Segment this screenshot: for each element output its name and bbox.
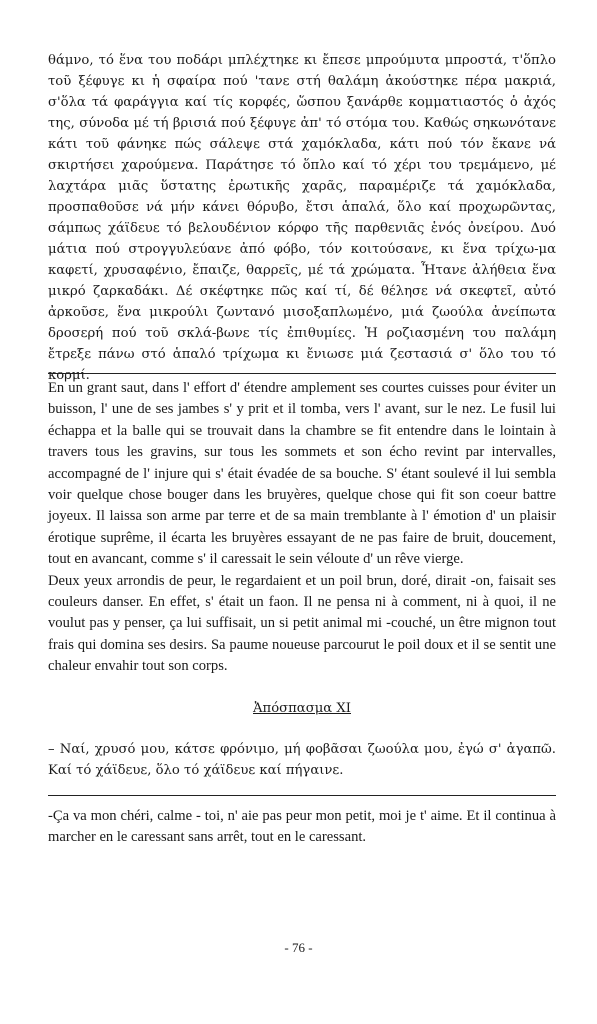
greek-passage-2: – Ναί, χρυσό μου, κάτσε φρόνιμο, μή φοβᾶσαι ζωούλα μου, ἐγώ σ' ἀγαπῶ. Καί τό χάϊδευε, ὅλο τό χάϊδευε καί πήγαινε. (48, 742, 556, 778)
section-divider-2 (48, 795, 556, 796)
greek-passage-1: θάμνο, τό ἕνα του ποδάρι μπλέχτηκε κι ἔπεσε μπρούμυτα μπροστά, τ'ὅπλο τοῦ ξέφυγε κι ἡ σφαίρα πού 'τανε στή θαλάμη ἀκούστηκε πέρα μακριά, σ'ὅλα τά φαράγγια καί τίς κορφές, ὥσπου ξανάρθε κομματιαστός ὁ ἀχός της, σύνοδα μέ τή βρισιά πού ξέφυγε ἀπ' τό στόμα του. Καθώς σηκωνότανε κάτι τοῦ φάνηκε πώς σάλεψε στά χαμόκλαδα, κάτι πού τόν ἔκανε νά σκιρτήσει χαρούμενα. Παράτησε τό ὅπλο καί τό χέρι του τρεμάμενο, μέ λαχτάρα μιᾶς ὕστατης ἐρωτικῆς χαρᾶς, παραμέριζε τά χαμόκλαδα, προσπαθοῦσε νά μήν κάνει θόρυβο, ἔτσι ἁπαλά, ὅλο καί προχωρῶντας, σάμπως χάϊδευε τό βελουδένιον κόρφο τῆς παρθενιᾶς ἑνός ὀνείρου. Δυό μάτια πού στρογγυλεύανε ἀπό φόβο, τόν κοιτούσανε, κι ἕνα τρίχω-μα καφετί, χρυσαφένιο, ἔπαιζε, θαρρεῖς, μέ τά χρώματα. Ἦτανε ἀλήθεια ἕνα μικρό ζαρκαδάκι. Δέ σκέφτηκε πῶς καί τί, δέ θέλησε νά σκεφτεῖ, αὐτό ἀρκοῦσε, ἕνα μικρούλι ζωντανό μισοξαπλωμένο, μιά ζωούλα ἀνείπωτα δροσερή πού τοῦ σκλά-βωνε τίς ἐπιθυμίες. Ἡ ροζιασμένη του παλάμη ἔτρεξε πάνω στό ἁπαλό τρίχωμα κι ἔνιωσε μιά ζεστασιά σ' ὅλο του τό κορμί. (48, 53, 556, 383)
french-paragraph-2: Deux yeux arrondis de peur, le regardaient et un poil brun, doré, dirait -on, faisait ses couleurs danser. En effet, s' était un faon. Il ne pensa ni à comment, ni à quoi, il ne voulut pas y penser, ça lui suffisait, un si petit animal mi -couché, un être mignon tout frais qui domina ses desirs. Sa paume noueuse parcourut le poil doux et il se sentit une chaleur envahir tout son corps. (48, 572, 556, 675)
section-heading: Ἀπόσπασμα XI (253, 701, 351, 716)
french-paragraph-1: En un grant saut, dans l' effort d' étendre amplement ses courtes cuisses pour éviter un buisson, l' une de ses jambes s' y prit et il tomba, vers l' avant, sur le nez. Le fusil lui échappa et la balle qui se trouvait dans la chambre se fit entendre dans le lointain à travers tous les gravins, sur tous les sommets et son écho revint par intervalles, accompagné de l' injure qui s' était évadée de sa bouche. S' étant soulevé il lui sembla voir quelque chose bouger dans les bruyères, quelque chose qui fit son coeur battre joyeux. Il laissa son arme par terre et de sa main tremblante à l' émotion d' un plaisir érotique suprême, il écarta les bruyères essayant de ne pas faire de bruit, doucement, tout en avancant, comme s' il caressait le sein véloute d' un rêve vierge. (48, 380, 556, 568)
french-passage-1 (48, 378, 556, 678)
section-divider-1 (48, 373, 556, 374)
page-number: - 76 - (284, 940, 313, 955)
french-passage-2: -Ça va mon chéri, calme - toi, n' aie pas peur mon petit, moi je t' aime. Et il continua à marcher en le caressant sans arrêt, tout en le caressant. (48, 808, 556, 846)
